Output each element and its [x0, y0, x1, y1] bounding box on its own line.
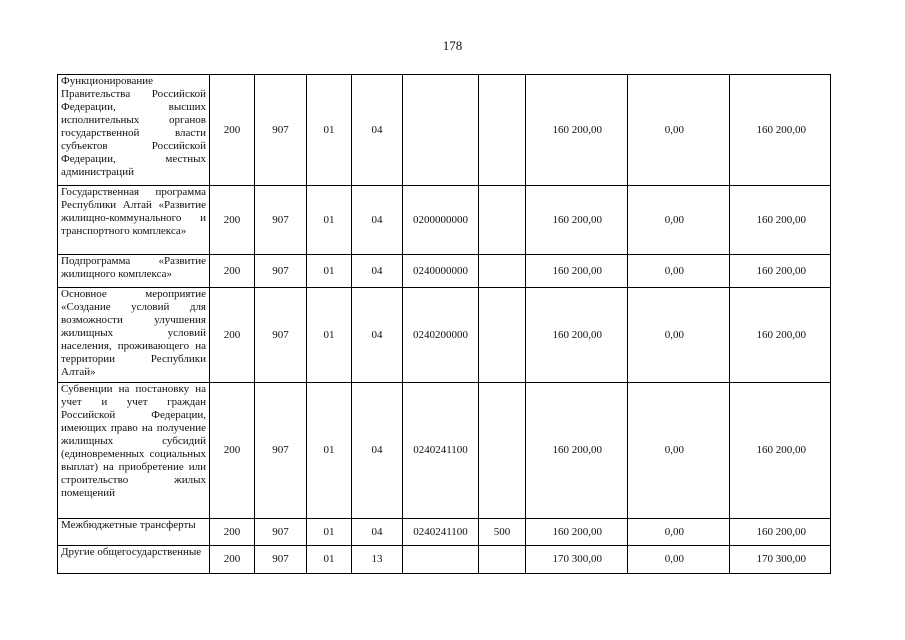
- amount-3: 160 200,00: [730, 519, 831, 546]
- amount-3: 160 200,00: [730, 288, 831, 383]
- amount-2: 0,00: [628, 186, 730, 255]
- table-row: [58, 383, 831, 519]
- ved-code: 907: [255, 546, 307, 574]
- subsection-code: 04: [352, 519, 403, 546]
- subsection-code: 04: [352, 186, 403, 255]
- amount-3: 160 200,00: [730, 186, 831, 255]
- ved-code: 907: [255, 255, 307, 288]
- target-article-code: 0200000000: [403, 186, 479, 255]
- target-article-code: 0240200000: [403, 288, 479, 383]
- amount-1: 160 200,00: [526, 383, 628, 519]
- section-code: 01: [307, 519, 352, 546]
- target-article-code: 0240241100: [403, 383, 479, 519]
- amount-1: 160 200,00: [526, 186, 628, 255]
- row-name: Другие общегосударственные: [58, 546, 210, 574]
- expense-type-code: [479, 75, 526, 186]
- table-row: [58, 186, 831, 255]
- row-name: Функционирование Правительства Российской Федерации, высших исполнительных органов государственной власти субъектов Российской Федерации, местных администраций: [58, 75, 210, 186]
- amount-2: 0,00: [628, 383, 730, 519]
- expense-type-code: [479, 383, 526, 519]
- amount-3: 170 300,00: [730, 546, 831, 574]
- budget-table: [57, 74, 831, 574]
- amount-1: 160 200,00: [526, 519, 628, 546]
- amount-2: 0,00: [628, 75, 730, 186]
- subsection-code: 04: [352, 255, 403, 288]
- adm-code: 200: [210, 519, 255, 546]
- table-row: [58, 519, 831, 546]
- section-code: 01: [307, 546, 352, 574]
- adm-code: 200: [210, 75, 255, 186]
- amount-2: 0,00: [628, 255, 730, 288]
- amount-3: 160 200,00: [730, 383, 831, 519]
- amount-2: 0,00: [628, 546, 730, 574]
- ved-code: 907: [255, 519, 307, 546]
- section-code: 01: [307, 75, 352, 186]
- adm-code: 200: [210, 288, 255, 383]
- row-name: Субвенции на постановку на учет и учет граждан Российской Федерации, имеющих право на получение жилищных субсидий (единовременных социальных выплат) на приобретение или строительство жилых помещений: [58, 383, 210, 519]
- amount-1: 160 200,00: [526, 288, 628, 383]
- section-code: 01: [307, 186, 352, 255]
- ved-code: 907: [255, 288, 307, 383]
- expense-type-code: [479, 255, 526, 288]
- adm-code: 200: [210, 546, 255, 574]
- ved-code: 907: [255, 186, 307, 255]
- adm-code: 200: [210, 186, 255, 255]
- section-code: 01: [307, 255, 352, 288]
- table-row: [58, 288, 831, 383]
- target-article-code: 0240000000: [403, 255, 479, 288]
- section-code: 01: [307, 383, 352, 519]
- table-row: [58, 255, 831, 288]
- amount-3: 160 200,00: [730, 75, 831, 186]
- subsection-code: 04: [352, 383, 403, 519]
- adm-code: 200: [210, 255, 255, 288]
- expense-type-code: [479, 288, 526, 383]
- row-name: Государственная программа Республики Алтай «Развитие жилищно-коммунального и транспортного комплекса»: [58, 186, 210, 255]
- subsection-code: 13: [352, 546, 403, 574]
- expense-type-code: [479, 186, 526, 255]
- row-name: Подпрограмма «Развитие жилищного комплекса»: [58, 255, 210, 288]
- amount-1: 160 200,00: [526, 75, 628, 186]
- table-row: [58, 75, 831, 186]
- expense-type-code: [479, 546, 526, 574]
- amount-1: 170 300,00: [526, 546, 628, 574]
- section-code: 01: [307, 288, 352, 383]
- row-name: Межбюджетные трансферты: [58, 519, 210, 546]
- expense-type-code: 500: [479, 519, 526, 546]
- target-article-code: 0240241100: [403, 519, 479, 546]
- row-name: Основное мероприятие «Создание условий для возможности улучшения жилищных условий населения, проживающего на территории Республики Алтай»: [58, 288, 210, 383]
- amount-1: 160 200,00: [526, 255, 628, 288]
- subsection-code: 04: [352, 75, 403, 186]
- amount-2: 0,00: [628, 519, 730, 546]
- amount-2: 0,00: [628, 288, 730, 383]
- subsection-code: 04: [352, 288, 403, 383]
- amount-3: 160 200,00: [730, 255, 831, 288]
- page-number: 178: [442, 38, 463, 53]
- table-row: [58, 546, 831, 574]
- adm-code: 200: [210, 383, 255, 519]
- ved-code: 907: [255, 75, 307, 186]
- ved-code: 907: [255, 383, 307, 519]
- target-article-code: [403, 75, 479, 186]
- target-article-code: [403, 546, 479, 574]
